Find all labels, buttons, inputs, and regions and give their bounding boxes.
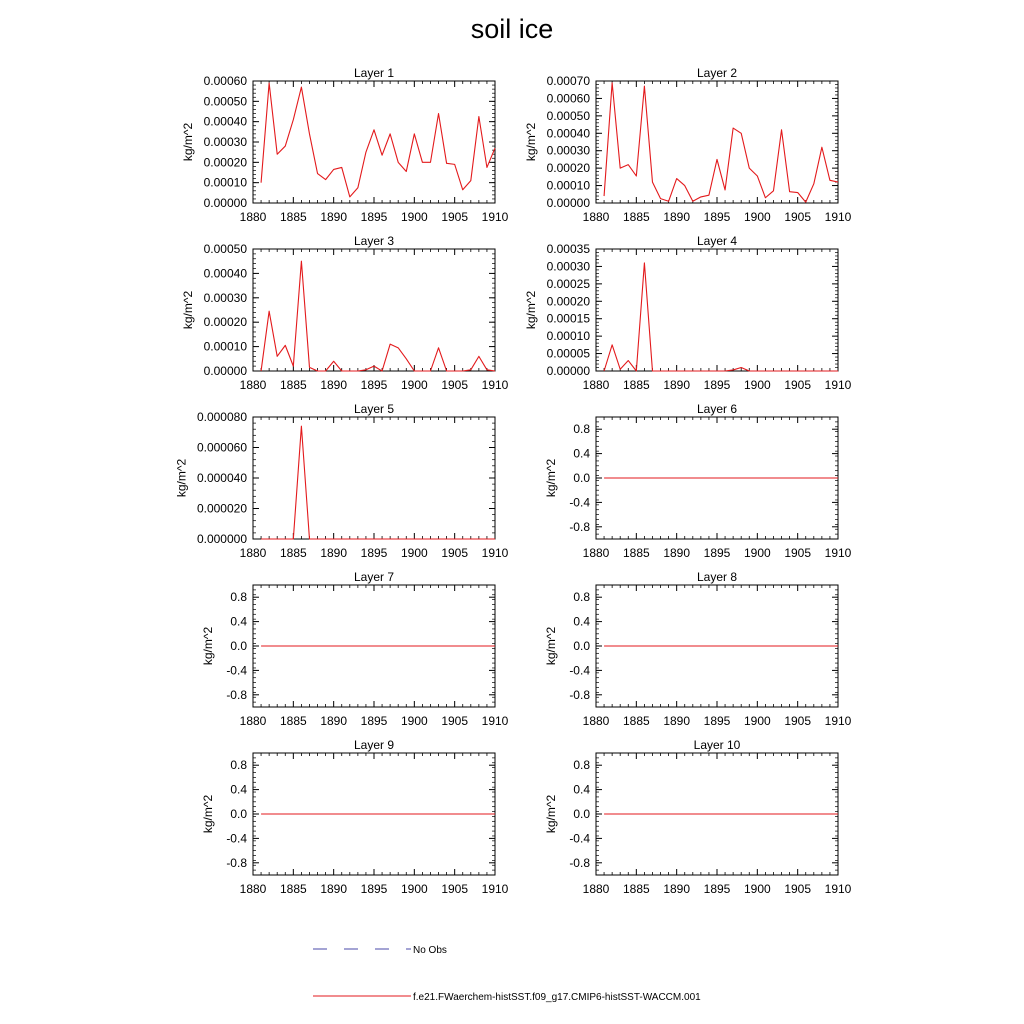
x-tick-label: 1905 xyxy=(441,546,469,560)
panel-title: Layer 3 xyxy=(353,234,395,248)
legend-label: f.e21.FWaerchem-histSST.f09_g17.CMIP6-histSST-WACCM.001 xyxy=(413,992,701,1003)
x-tick-label: 1900 xyxy=(400,882,428,896)
panel-layer-4 xyxy=(524,234,852,392)
x-tick-label: 1895 xyxy=(703,210,731,224)
y-tick-label: 0.00010 xyxy=(203,339,247,354)
x-tick-label: 1895 xyxy=(360,714,388,728)
y-tick-label: 0.0 xyxy=(573,639,590,653)
x-tick-label: 1890 xyxy=(663,378,691,392)
x-tick-label: 1900 xyxy=(400,714,428,728)
y-tick-label: 0.4 xyxy=(573,782,590,797)
panel-title: Layer 2 xyxy=(696,66,738,80)
panel-layer-7 xyxy=(201,570,508,728)
y-tick-label: 0.00060 xyxy=(546,91,590,106)
y-tick-label: -0.4 xyxy=(569,663,590,678)
y-tick-label: 0.00070 xyxy=(546,74,590,88)
y-tick-label: 0.00030 xyxy=(203,290,247,305)
y-tick-label: 0.0 xyxy=(230,639,247,653)
x-tick-label: 1900 xyxy=(743,378,771,392)
y-tick-label: 0.4 xyxy=(230,782,247,797)
y-axis-label: kg/m^2 xyxy=(174,458,189,498)
x-tick-label: 1885 xyxy=(279,714,307,728)
x-tick-label: 1885 xyxy=(622,378,650,392)
y-axis-label: kg/m^2 xyxy=(181,122,196,162)
y-tick-label: 0.00050 xyxy=(203,242,247,256)
x-tick-label: 1900 xyxy=(743,882,771,896)
y-tick-label: 0.00020 xyxy=(203,155,247,170)
y-tick-label: 0.00050 xyxy=(203,94,247,109)
panel-title: Layer 1 xyxy=(353,66,395,80)
x-tick-label: 1890 xyxy=(663,714,691,728)
series-line xyxy=(261,261,495,371)
x-tick-label: 1905 xyxy=(441,882,469,896)
x-tick-label: 1910 xyxy=(824,378,852,392)
x-tick-label: 1895 xyxy=(360,882,388,896)
x-tick-label: 1880 xyxy=(582,546,610,560)
x-tick-label: 1885 xyxy=(622,882,650,896)
panel-title: Layer 7 xyxy=(353,570,395,584)
x-tick-label: 1895 xyxy=(360,546,388,560)
series-line xyxy=(261,83,495,197)
x-tick-label: 1885 xyxy=(279,882,307,896)
y-tick-label: 0.00010 xyxy=(203,175,247,190)
panel-layer-10 xyxy=(544,738,851,896)
y-tick-label: 0.0 xyxy=(573,807,590,821)
x-tick-label: 1905 xyxy=(784,378,812,392)
plot-frame xyxy=(596,249,838,371)
plot-frame xyxy=(253,81,495,203)
y-tick-label: 0.00000 xyxy=(546,364,590,378)
panel-title: Layer 10 xyxy=(693,738,741,752)
x-tick-label: 1880 xyxy=(582,210,610,224)
y-tick-label: 0.00000 xyxy=(546,196,590,210)
y-tick-label: 0.000080 xyxy=(196,410,247,424)
y-tick-label: 0.4 xyxy=(230,614,247,629)
x-tick-label: 1885 xyxy=(279,378,307,392)
x-tick-label: 1895 xyxy=(703,882,731,896)
y-tick-label: 0.00020 xyxy=(546,161,590,176)
x-tick-label: 1880 xyxy=(582,882,610,896)
x-tick-label: 1890 xyxy=(663,210,691,224)
y-axis-label: kg/m^2 xyxy=(201,626,216,666)
x-tick-label: 1895 xyxy=(360,378,388,392)
x-tick-label: 1900 xyxy=(400,378,428,392)
x-tick-label: 1890 xyxy=(320,378,348,392)
x-tick-label: 1910 xyxy=(481,210,509,224)
page-title: soil ice xyxy=(470,14,554,44)
y-tick-label: 0.8 xyxy=(230,590,247,605)
x-tick-label: 1885 xyxy=(279,210,307,224)
y-tick-label: 0.00020 xyxy=(546,294,590,309)
x-tick-label: 1905 xyxy=(784,546,812,560)
x-tick-label: 1900 xyxy=(743,546,771,560)
y-tick-label: 0.00025 xyxy=(546,276,590,291)
y-axis-label: kg/m^2 xyxy=(544,458,559,498)
y-tick-label: 0.00035 xyxy=(546,242,590,256)
y-tick-label: 0.00060 xyxy=(203,74,247,88)
y-tick-label: 0.000060 xyxy=(196,440,247,455)
panel-title: Layer 5 xyxy=(353,402,395,416)
y-tick-label: 0.00010 xyxy=(546,178,590,193)
y-tick-label: 0.4 xyxy=(573,614,590,629)
x-tick-label: 1900 xyxy=(743,714,771,728)
panel-title: Layer 8 xyxy=(696,570,738,584)
x-tick-label: 1885 xyxy=(279,546,307,560)
y-tick-label: 0.0 xyxy=(573,471,590,485)
x-tick-label: 1890 xyxy=(320,546,348,560)
y-tick-label: 0.000000 xyxy=(196,532,247,546)
y-tick-label: 0.00015 xyxy=(546,311,590,326)
y-tick-label: 0.8 xyxy=(573,758,590,773)
y-tick-label: 0.00040 xyxy=(203,114,247,129)
y-axis-label: kg/m^2 xyxy=(544,794,559,834)
y-tick-label: -0.4 xyxy=(569,495,590,510)
x-tick-label: 1900 xyxy=(743,210,771,224)
y-tick-label: -0.4 xyxy=(569,831,590,846)
panel-layer-2 xyxy=(524,66,852,224)
panel-layer-3 xyxy=(181,234,509,392)
x-tick-label: 1910 xyxy=(481,714,509,728)
y-tick-label: 0.00005 xyxy=(546,346,590,361)
panel-layer-5 xyxy=(174,402,508,560)
y-axis-label: kg/m^2 xyxy=(181,290,196,330)
x-tick-label: 1895 xyxy=(703,546,731,560)
panel-title: Layer 9 xyxy=(353,738,395,752)
y-tick-label: -0.4 xyxy=(226,663,247,678)
x-tick-label: 1885 xyxy=(622,210,650,224)
series-line xyxy=(604,83,838,202)
y-axis-label: kg/m^2 xyxy=(544,626,559,666)
plot-frame xyxy=(253,417,495,539)
y-tick-label: 0.00040 xyxy=(546,126,590,141)
panel-title: Layer 6 xyxy=(696,402,738,416)
y-tick-label: -0.4 xyxy=(226,831,247,846)
x-tick-label: 1900 xyxy=(400,546,428,560)
x-tick-label: 1910 xyxy=(481,378,509,392)
x-tick-label: 1910 xyxy=(481,546,509,560)
x-tick-label: 1895 xyxy=(703,714,731,728)
x-tick-label: 1880 xyxy=(239,378,267,392)
x-tick-label: 1885 xyxy=(622,714,650,728)
panel-layer-9 xyxy=(201,738,508,896)
x-tick-label: 1880 xyxy=(239,882,267,896)
x-tick-label: 1890 xyxy=(320,210,348,224)
x-tick-label: 1890 xyxy=(663,882,691,896)
plot-frame xyxy=(253,249,495,371)
x-tick-label: 1905 xyxy=(784,882,812,896)
y-axis-label: kg/m^2 xyxy=(201,794,216,834)
y-tick-label: 0.00030 xyxy=(203,135,247,149)
y-axis-label: kg/m^2 xyxy=(524,122,539,162)
y-tick-label: 0.4 xyxy=(573,446,590,461)
x-tick-label: 1910 xyxy=(481,882,509,896)
y-tick-label: 0.000020 xyxy=(196,501,247,516)
x-tick-label: 1900 xyxy=(400,210,428,224)
x-tick-label: 1895 xyxy=(703,378,731,392)
x-tick-label: 1905 xyxy=(441,210,469,224)
y-tick-label: 0.00030 xyxy=(546,259,590,274)
x-tick-label: 1880 xyxy=(239,714,267,728)
y-axis-label: kg/m^2 xyxy=(524,290,539,330)
x-tick-label: 1905 xyxy=(441,378,469,392)
x-tick-label: 1910 xyxy=(824,714,852,728)
x-tick-label: 1905 xyxy=(784,714,812,728)
x-tick-label: 1880 xyxy=(239,210,267,224)
y-tick-label: 0.00010 xyxy=(546,329,590,344)
x-tick-label: 1890 xyxy=(320,882,348,896)
panel-layer-8 xyxy=(544,570,851,728)
panel-layer-1 xyxy=(181,66,509,224)
y-tick-label: -0.8 xyxy=(226,855,247,870)
series-line xyxy=(261,426,495,539)
x-tick-label: 1895 xyxy=(360,210,388,224)
y-tick-label: -0.8 xyxy=(569,687,590,702)
x-tick-label: 1880 xyxy=(239,546,267,560)
x-tick-label: 1880 xyxy=(582,714,610,728)
y-tick-label: 0.00050 xyxy=(546,108,590,123)
y-tick-label: 0.000040 xyxy=(196,471,247,485)
x-tick-label: 1910 xyxy=(824,882,852,896)
legend-label: No Obs xyxy=(413,945,447,956)
panel-title: Layer 4 xyxy=(696,234,738,248)
y-tick-label: 0.8 xyxy=(230,758,247,773)
x-tick-label: 1905 xyxy=(784,210,812,224)
plot-frame xyxy=(596,81,838,203)
y-tick-label: 0.00000 xyxy=(203,196,247,210)
x-tick-label: 1890 xyxy=(663,546,691,560)
y-tick-label: -0.8 xyxy=(226,687,247,702)
y-tick-label: 0.8 xyxy=(573,422,590,437)
panel-layer-6 xyxy=(544,402,851,560)
y-tick-label: -0.8 xyxy=(569,855,590,870)
y-tick-label: 0.00030 xyxy=(546,143,590,158)
y-tick-label: 0.0 xyxy=(230,807,247,821)
series-line xyxy=(604,263,838,371)
y-tick-label: -0.8 xyxy=(569,519,590,534)
x-tick-label: 1890 xyxy=(320,714,348,728)
x-tick-label: 1880 xyxy=(582,378,610,392)
x-tick-label: 1910 xyxy=(824,210,852,224)
x-tick-label: 1885 xyxy=(622,546,650,560)
y-tick-label: 0.00000 xyxy=(203,364,247,378)
y-tick-label: 0.8 xyxy=(573,590,590,605)
x-tick-label: 1905 xyxy=(441,714,469,728)
y-tick-label: 0.00020 xyxy=(203,315,247,330)
x-tick-label: 1910 xyxy=(824,546,852,560)
y-tick-label: 0.00040 xyxy=(203,266,247,281)
